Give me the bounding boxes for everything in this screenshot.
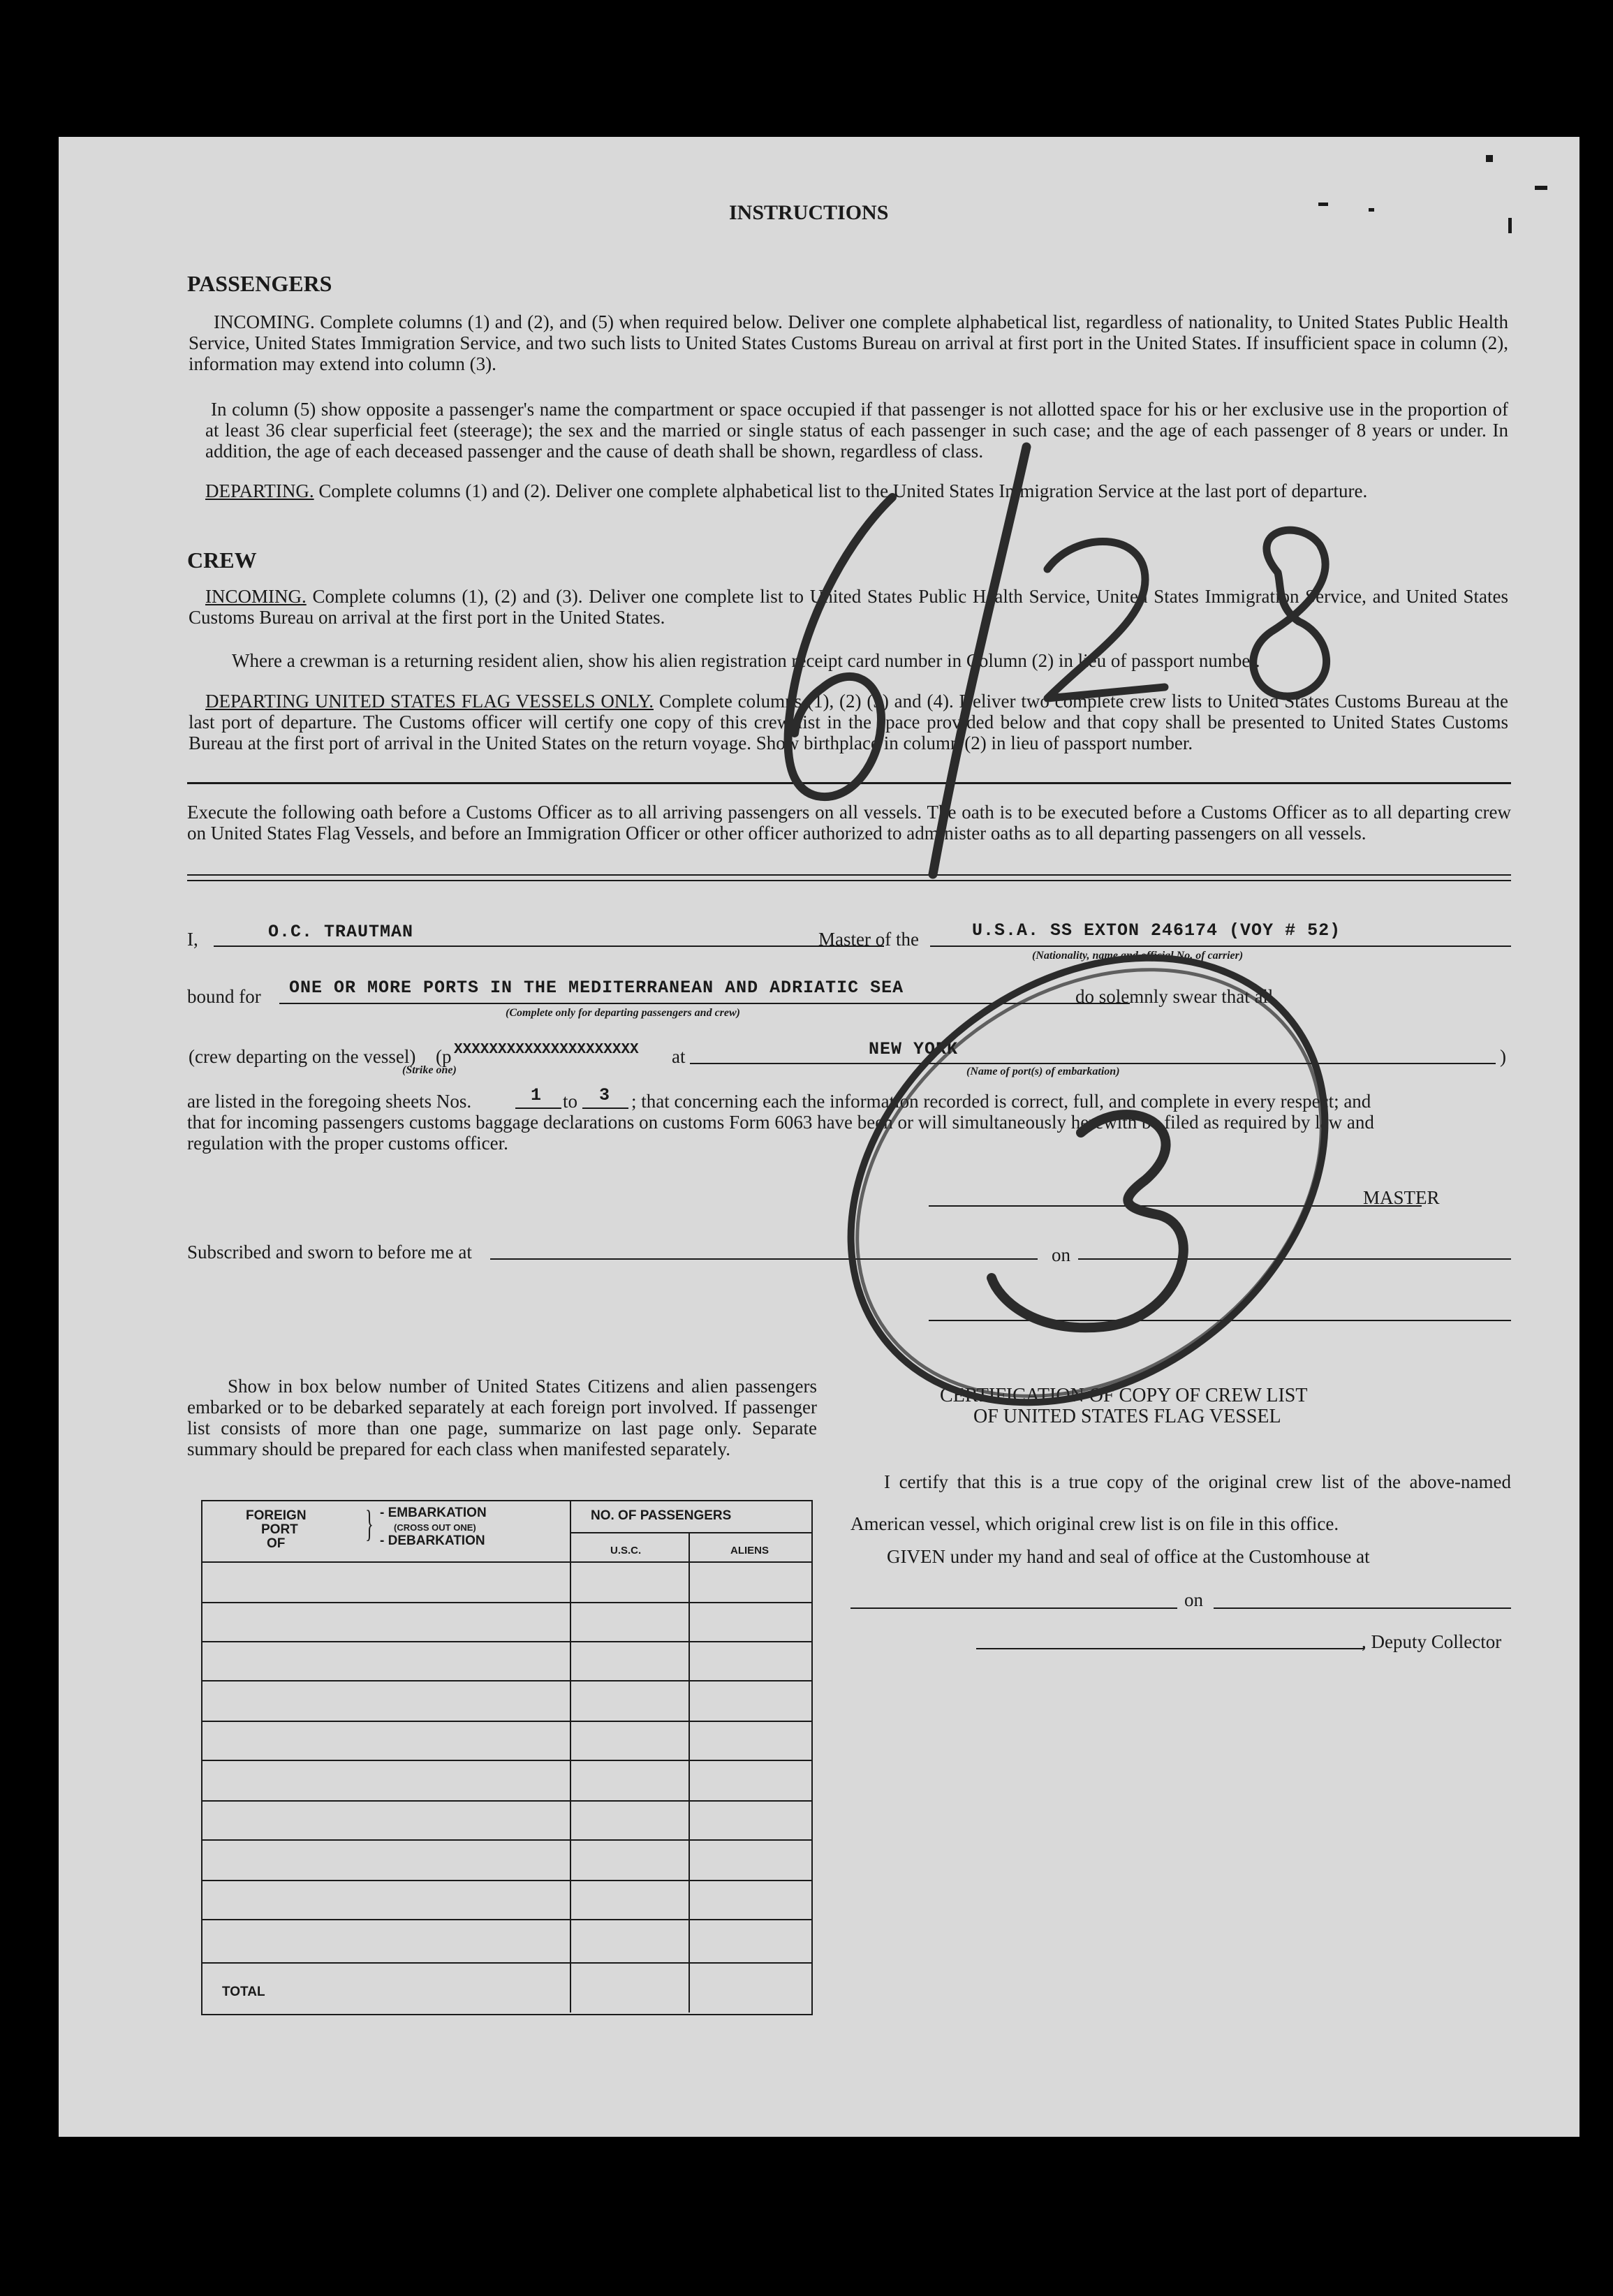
crew-resident-text: Where a crewman is a returning resident alien, show his alien registration receipt card number in Column (2) in lieu of passport number.: [232, 650, 1260, 671]
crew-departing-label: DEPARTING UNITED STATES FLAG VESSELS ONLY.: [205, 691, 654, 712]
table-row: [201, 1641, 811, 1642]
master-signature-line: [929, 1205, 1422, 1207]
given-text: GIVEN under my hand and seal of office at the Customhouse at: [887, 1546, 1370, 1567]
at-label: at: [672, 1046, 686, 1067]
aliens-label: ALIENS: [730, 1545, 769, 1557]
cert-text: I certify that this is a true copy of the original crew list of the above-named American vessel, which original crew list is on file in this office.: [850, 1471, 1511, 1534]
fill-line: [929, 1320, 1511, 1321]
of-label: OF: [267, 1536, 286, 1551]
fill-line: [1078, 1258, 1511, 1260]
sheet-to: 3: [599, 1085, 611, 1105]
struck-text: XXXXXXXXXXXXXXXXXXXXX: [454, 1042, 639, 1058]
crew-departing-vessel: (crew departing on the vessel): [189, 1046, 416, 1067]
table-row: [201, 1800, 811, 1802]
table-row: [201, 1839, 811, 1841]
table-row: [201, 1760, 811, 1761]
passengers-incoming: [189, 311, 1508, 374]
form-sheet: [59, 137, 1579, 2137]
col-divider: [688, 1532, 690, 2012]
table-row: [201, 1962, 811, 1964]
fill-line: [850, 1607, 1177, 1609]
close-paren: ): [1500, 1046, 1506, 1067]
fill-line: [214, 945, 884, 947]
passengers-departing: [189, 480, 1508, 501]
listed-line2: that for incoming passengers customs baggage declarations on customs Form 6063 have been or will simultaneously herewith be filed as required by law and: [187, 1112, 1374, 1133]
table-row: [201, 1680, 811, 1681]
brace: }: [365, 1503, 374, 1545]
crew-incoming: [189, 586, 1508, 628]
fill-line: [515, 1107, 561, 1109]
fill-line: [279, 1003, 1130, 1004]
on-label: on: [1052, 1244, 1070, 1265]
divider: [187, 782, 1511, 784]
header-divider: [570, 1532, 811, 1533]
fill-line: [1214, 1607, 1511, 1609]
crew-departing: [189, 691, 1508, 753]
vessel: U.S.A. SS EXTON 246174 (VOY # 52): [972, 920, 1341, 941]
oath-instructions: Execute the following oath before a Customs Officer as to all arriving passengers on all vessels. The oath is to be executed before a Customs Officer as to all departing crew on United States Flag Vessels, and before an Immigration Officer or other officer authorized to administer oaths as to all departing passengers on all vessels.: [187, 802, 1511, 844]
swear-text: do solemnly swear that all: [1075, 986, 1274, 1007]
master-name: O.C. TRAUTMAN: [268, 922, 414, 942]
departing-label: DEPARTING.: [205, 480, 314, 501]
i-label: I,: [187, 929, 198, 950]
header-divider: [201, 1561, 811, 1563]
incoming-label: INCOMING.: [214, 311, 315, 332]
strike-prefix: (p: [436, 1046, 452, 1067]
table-row: [201, 1721, 811, 1722]
embarkation-label: - EMBARKATION: [380, 1506, 487, 1520]
listed-prefix: are listed in the foregoing sheets Nos.: [187, 1091, 472, 1112]
port: NEW YORK: [869, 1039, 959, 1059]
no-of-passengers-label: NO. OF PASSENGERS: [591, 1508, 732, 1523]
to-label: to: [563, 1091, 578, 1112]
crew-incoming-label: INCOMING.: [205, 586, 307, 607]
destination: ONE OR MORE PORTS IN THE MEDITERRANEAN AND ADRIATIC SEA: [289, 978, 904, 998]
sheet-from: 1: [531, 1085, 543, 1105]
port-caption: (Name of port(s) of embarkation): [966, 1066, 1120, 1077]
summary-instructions: Show in box below number of United States Citizens and alien passengers embarked or to be debarked separately at each foreign port involved. If passenger list consists of more than one page, summarize on last page only. Separate summary should be prepared for each class when manifested separately.: [187, 1376, 817, 1459]
crew-incoming-text: Complete columns (1), (2) and (3). Deliver one complete list to United States Public Health Service, United States Immigration Service, and United States Customs Bureau on arrival at the first port in the United States.: [189, 586, 1509, 628]
divider: [187, 880, 1511, 881]
col-divider: [570, 1500, 571, 2012]
master-of-label: Master of the: [818, 929, 919, 950]
usc-label: U.S.C.: [610, 1545, 642, 1557]
strike-caption: (Strike one): [402, 1064, 457, 1076]
vessel-caption: (Nationality, name and official No. of carrier): [1032, 950, 1244, 962]
instructions-title: INSTRUCTIONS: [729, 201, 889, 224]
bound-for-label: bound for: [187, 986, 261, 1007]
crew-heading: CREW: [187, 547, 257, 573]
incoming-text: Complete columns (1) and (2), and (5) when required below. Deliver one complete alphabetical list, regardless of nationality, to United States Public Health Service, United States Immigration Service, and two such lists to United States Customs Bureau on arrival at first port in the United States. If insufficient space in column (2), information may extend into column (3).: [189, 311, 1508, 374]
departing-text: Complete columns (1) and (2). Deliver one complete alphabetical list to the United States Immigration Service at the last port of departure.: [318, 480, 1368, 501]
foreign-label: FOREIGN: [246, 1508, 307, 1523]
cert-title-1: CERTIFICATION OF COPY OF CREW LIST: [940, 1385, 1308, 1406]
crew-departing-text: Complete columns (1), (2) (3) and (4). Deliver two complete crew lists to United States Customs Bureau at the last port of departure. The Customs officer will certify one copy of this crew list in the space provided below and that copy shall be presented to United States Customs Bureau at the first port of arrival in the United States on the return voyage. Show birthplace in column (2) in lieu of passport number.: [189, 691, 1509, 753]
cross-out-label: (CROSS OUT ONE): [394, 1522, 476, 1533]
destination-caption: (Complete only for departing passengers and crew): [506, 1007, 740, 1019]
deputy-signature-line: [976, 1648, 1364, 1649]
listed-line3: regulation with the proper customs officer.: [187, 1133, 508, 1154]
fill-line: [930, 945, 1511, 947]
cert-on-label: on: [1184, 1589, 1203, 1610]
cert-title-2: OF UNITED STATES FLAG VESSEL: [973, 1406, 1281, 1427]
divider: [187, 874, 1511, 876]
passengers-heading: PASSENGERS: [187, 271, 332, 296]
debarkation-label: - DEBARKATION: [380, 1533, 485, 1548]
port-label: PORT: [261, 1522, 298, 1537]
fill-line: [582, 1107, 628, 1109]
fill-line: [690, 1063, 1496, 1064]
table-row: [201, 1919, 811, 1920]
subscribed-label: Subscribed and sworn to before me at: [187, 1242, 472, 1263]
master-label: MASTER: [1363, 1187, 1440, 1208]
fill-line: [490, 1258, 1038, 1260]
summary-table: [201, 1500, 813, 2015]
column5-text: In column (5) show opposite a passenger's name the compartment or space occupied if that passenger is not allotted space for his or her exclusive use in the proportion of at least 36 clear superficial feet (steerage); the sex and the married or single status of each passenger in such case; and the age of each passenger of 8 years or under. In addition, the age of each deceased passenger and the cause of death shall be shown, regardless of class.: [205, 399, 1508, 462]
deputy-label: , Deputy Collector: [1362, 1631, 1502, 1652]
listed-suffix: ; that concerning each the information recorded is correct, full, and complete in every respect; and: [631, 1091, 1371, 1112]
total-label: TOTAL: [222, 1985, 265, 1999]
table-row: [201, 1880, 811, 1881]
table-row: [201, 1602, 811, 1603]
